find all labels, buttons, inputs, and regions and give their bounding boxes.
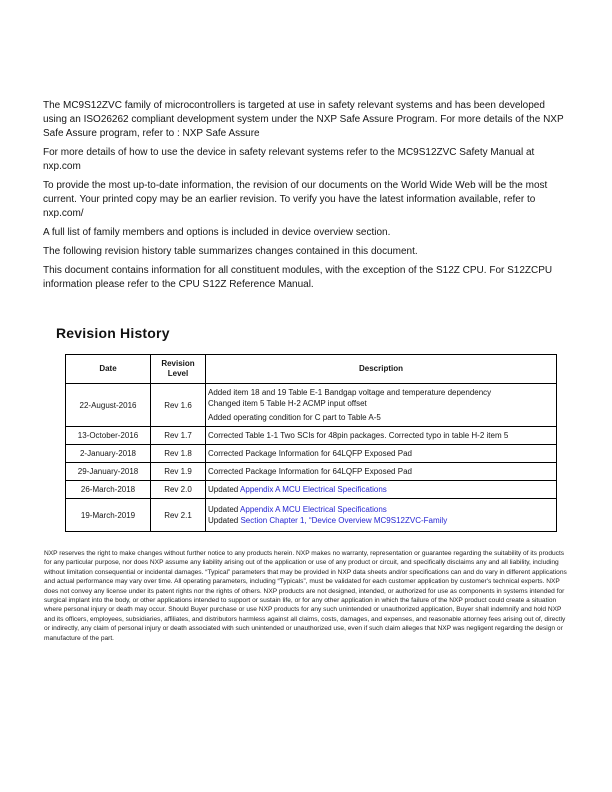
- revision-level-cell: Rev 2.0: [151, 481, 206, 499]
- revision-description-cell: [206, 384, 557, 427]
- cross-reference-link[interactable]: Appendix A MCU Electrical Specifications: [240, 485, 387, 494]
- intro-section: [43, 99, 570, 297]
- table-row: [66, 499, 557, 532]
- revision-level-cell: Rev 1.9: [151, 463, 206, 481]
- description-line: [208, 448, 554, 459]
- revision-history-table: [65, 354, 557, 532]
- revision-date-cell: 13-October-2016: [66, 427, 151, 445]
- cross-reference-link[interactable]: Section Chapter 1, “Device Overview MC9S12ZVC-Family: [240, 516, 448, 525]
- description-text: Updated: [208, 505, 241, 514]
- intro-paragraph: This document contains information for all constituent modules, with the exception of the S12Z CPU. For S12ZCPU information please refer to the CPU S12Z Reference Manual.: [43, 265, 553, 290]
- table-row: [66, 463, 557, 481]
- intro-paragraph: For more details of how to use the device in safety relevant systems refer to the MC9S12ZVC Safety Manual at nxp.com: [43, 147, 535, 172]
- table-row: [66, 445, 557, 463]
- revision-level-cell: Rev 1.6: [151, 384, 206, 427]
- description-line: [208, 412, 554, 423]
- revision-level-cell: Rev 2.1: [151, 499, 206, 532]
- description-text: Corrected Package Information for 64LQFP Exposed Pad: [208, 467, 412, 476]
- cross-reference-link[interactable]: Appendix A MCU Electrical Specifications: [240, 505, 387, 514]
- description-line: [208, 466, 554, 477]
- intro-paragraph: The MC9S12ZVC family of microcontrollers is targeted at use in safety relevant systems and has been developed using an ISO26262 compliant development system under the NXP Safe Assure Program. For more details of the NXP Safe Assure program, refer to : NXP Safe Assure: [43, 100, 564, 139]
- revision-date-cell: 26-March-2018: [66, 481, 151, 499]
- description-text: Corrected Package Information for 64LQFP Exposed Pad: [208, 449, 412, 458]
- table-header-cell: Description: [206, 355, 557, 384]
- intro-paragraph: A full list of family members and options is included in device overview section.: [43, 227, 391, 238]
- table-header-cell: Revision Level: [151, 355, 206, 384]
- table-row: [66, 427, 557, 445]
- description-text: Updated: [208, 485, 241, 494]
- revision-level-cell: Rev 1.7: [151, 427, 206, 445]
- description-text: Changed item 5 Table H-2 ACMP input offset: [208, 399, 367, 408]
- revision-date-cell: 29-January-2018: [66, 463, 151, 481]
- description-text: Corrected Table 1-1 Two SCIs for 48pin packages. Corrected typo in table H-2 item 5: [208, 431, 509, 440]
- revision-date-cell: 19-March-2019: [66, 499, 151, 532]
- revision-date-cell: 2-January-2018: [66, 445, 151, 463]
- table-header-cell: Date: [66, 355, 151, 384]
- revision-description-cell: [206, 481, 557, 499]
- table-header-row: [66, 355, 557, 384]
- revision-history-heading: Revision History: [56, 325, 170, 341]
- description-line: [208, 430, 554, 441]
- description-line: [208, 387, 554, 398]
- intro-paragraph: The following revision history table summarizes changes contained in this document.: [43, 246, 418, 257]
- description-line: [208, 515, 554, 526]
- legal-disclaimer: NXP reserves the right to make changes without further notice to any products herein. NXP makes no warranty, representation or guarantee regarding the suitability of its products for any particular purpose, nor does NXP assume any liability arising out of the application or use of any product or circuit, and specifically disclaims any and all liability, including without limitation consequential or incidental damages. “Typical” parameters that may be provided in NXP data sheets and/or specifications can and do vary in different applications and actual performance may vary over time. All operating parameters, including “Typicals”, must be validated for each customer application by customer's technical experts. NXP does not convey any license under its patent rights nor the rights of others. NXP products are not designed, intended, or authorized for use as components in systems intended for surgical implant into the body, or other applications intended to support or sustain life, or for any other application in which the failure of the NXP product could create a situation where personal injury or death may occur. Should Buyer purchase or use NXP products for any such unintended or unauthorized application, Buyer shall indemnify and hold NXP and its officers, employees, subsidiaries, affiliates, and distributors harmless against all claims, costs, damages, and expenses, and reasonable attorney fees arising out of, directly or indirectly, any claim of personal injury or death associated with such unintended or unauthorized use, even if such claim alleges that NXP was negligent regarding the design or manufacture of the part.: [44, 550, 567, 642]
- revision-description-cell: [206, 445, 557, 463]
- description-line: [208, 504, 554, 515]
- revision-date-cell: 22-August-2016: [66, 384, 151, 427]
- revision-description-cell: [206, 499, 557, 532]
- table-body: [66, 384, 557, 532]
- description-text: Added operating condition for C part to Table A-5: [208, 413, 381, 422]
- intro-paragraph: To provide the most up-to-date information, the revision of our documents on the World Wide Web will be the most current. Your printed copy may be an earlier revision. To verify you have the latest information available, refer to nxp.com/: [43, 180, 548, 219]
- revision-description-cell: [206, 427, 557, 445]
- description-text: Added item 18 and 19 Table E-1 Bandgap voltage and temperature dependency: [208, 388, 492, 397]
- description-text: Updated: [208, 516, 241, 525]
- description-line: [208, 398, 554, 409]
- table-row: [66, 481, 557, 499]
- description-line: [208, 484, 554, 495]
- revision-level-cell: Rev 1.8: [151, 445, 206, 463]
- table-row: [66, 384, 557, 427]
- revision-description-cell: [206, 463, 557, 481]
